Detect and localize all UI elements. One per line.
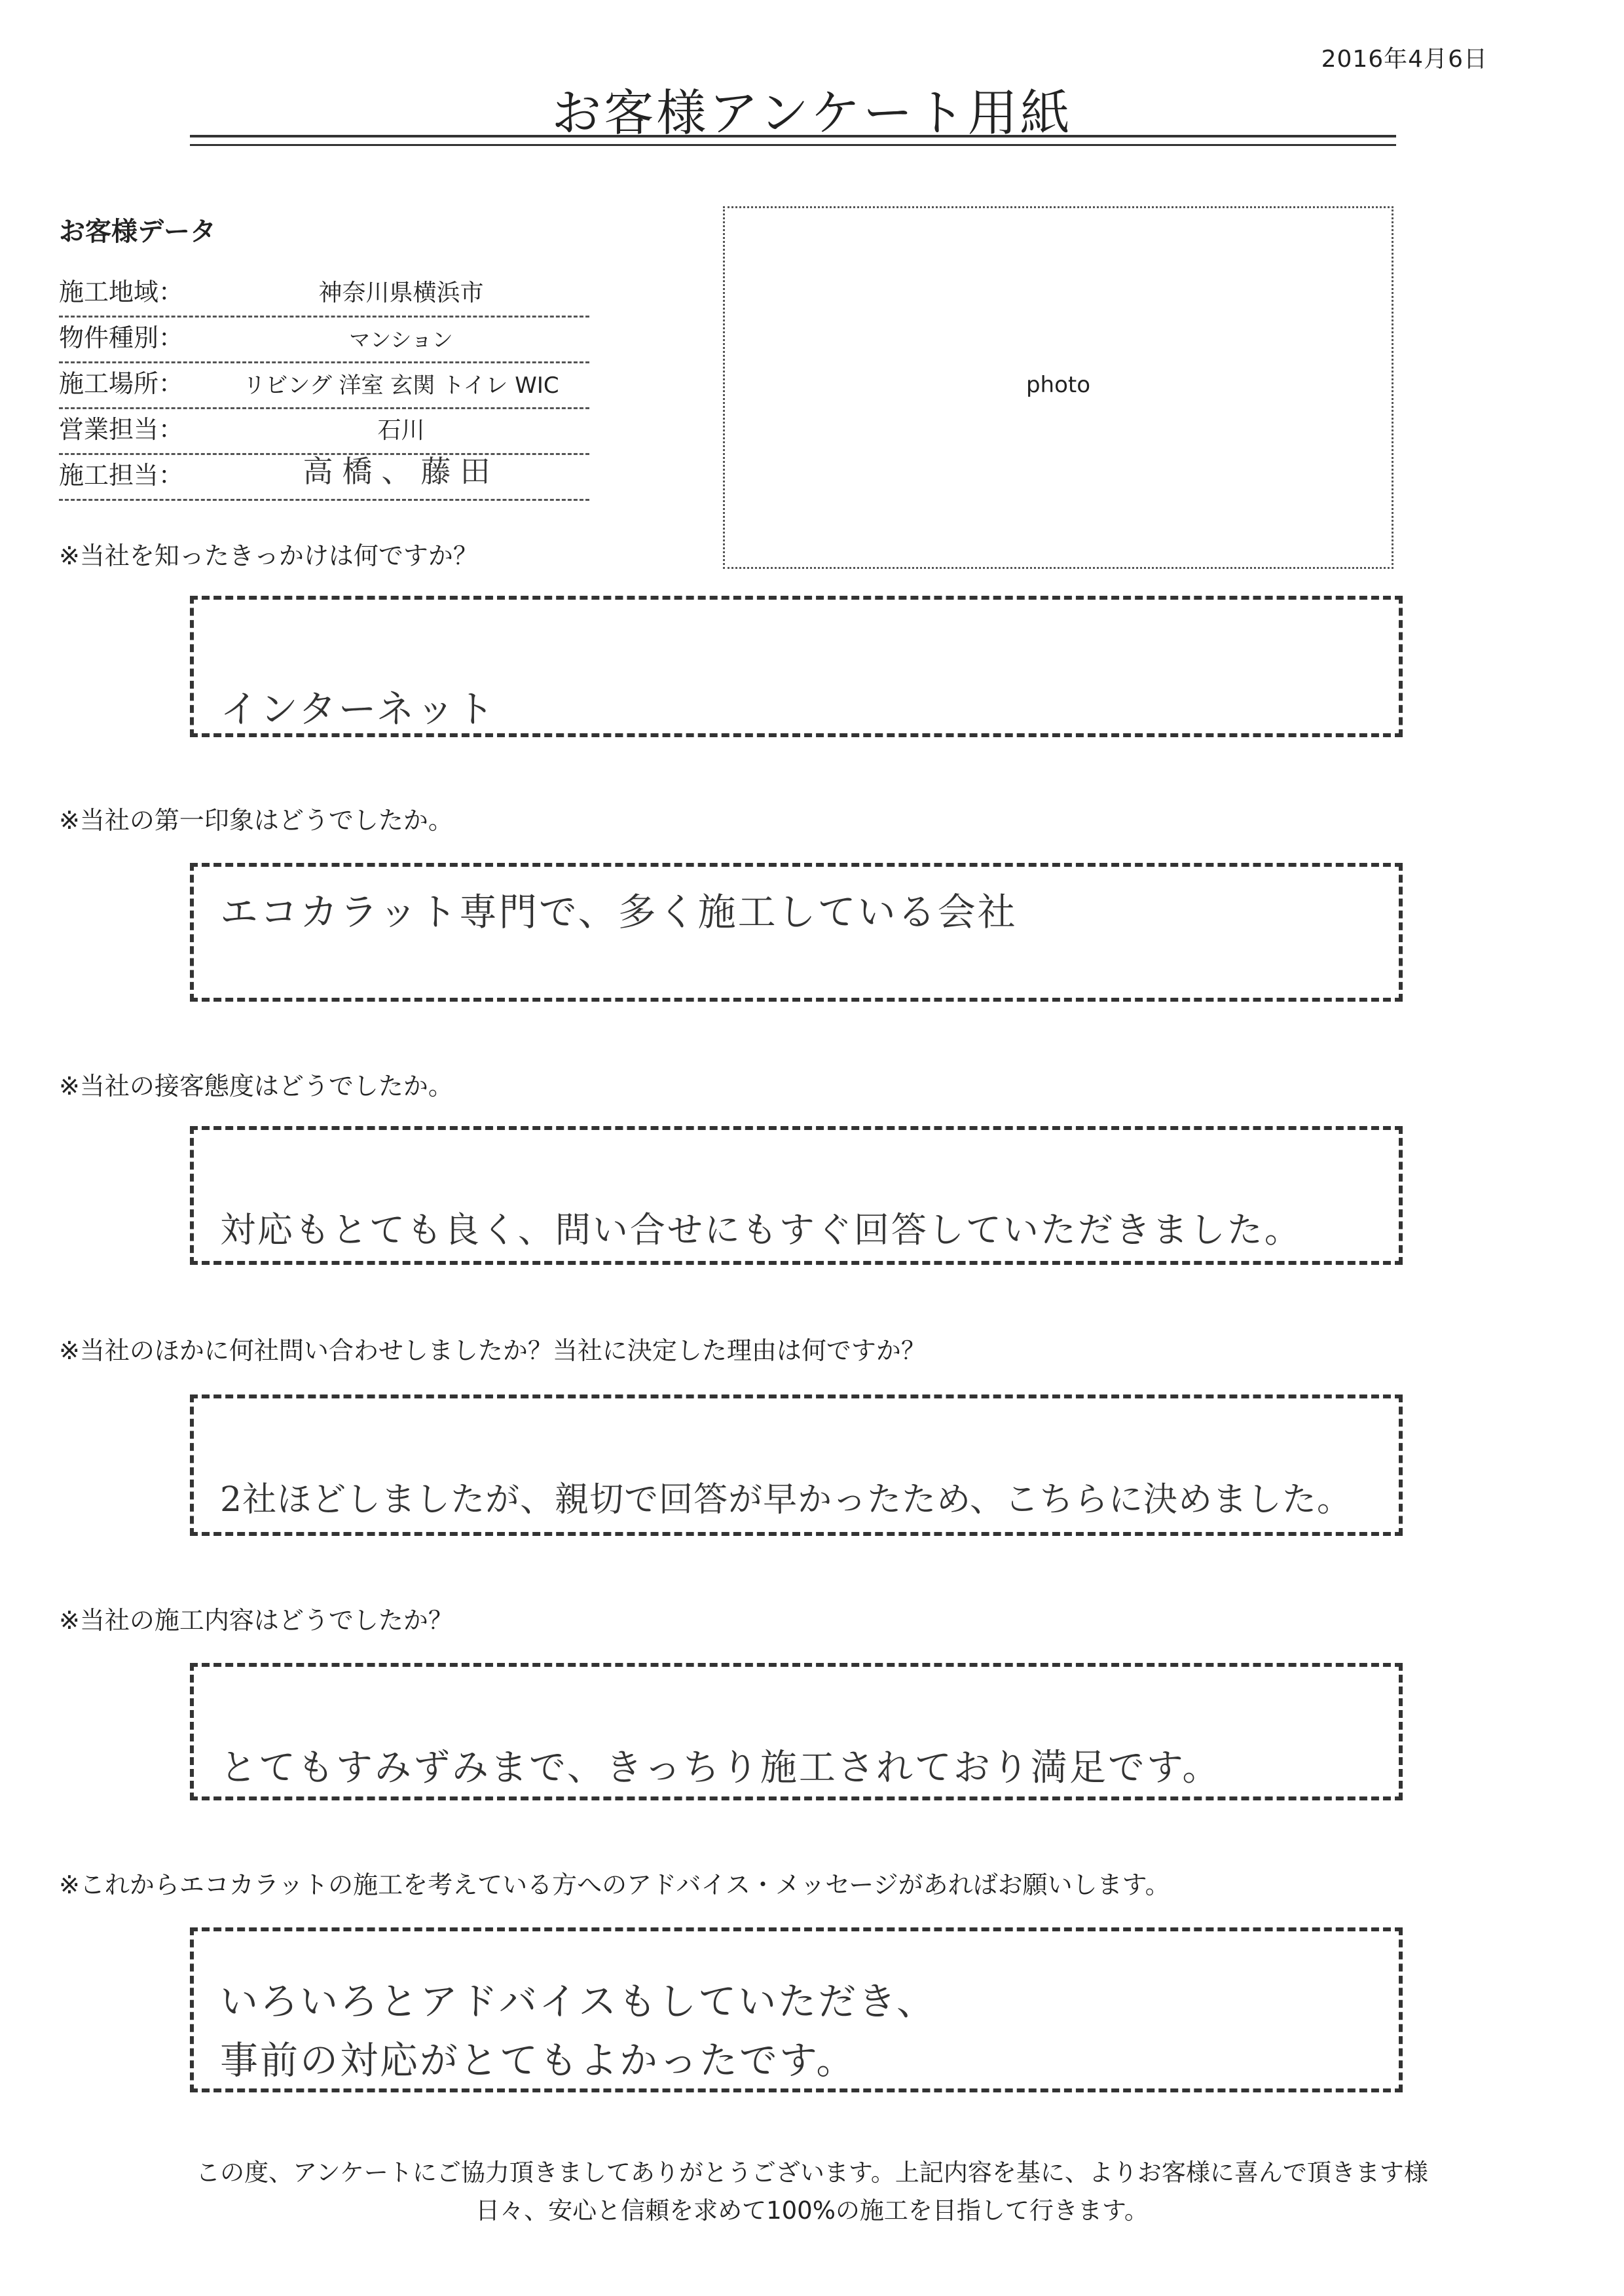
question-1: ※当社を知ったきっかけは何ですか？: [59, 541, 478, 570]
customer-row-area: [59, 272, 589, 318]
answer-box-6: [190, 1927, 1403, 2092]
footer-line-2: 日々、安心と信頼を求めて100%の施工を目指して行きます。: [475, 2196, 1149, 2225]
question-3: ※当社の接客態度はどうでしたか。: [59, 1072, 453, 1101]
row-label: 施工地域：: [59, 278, 184, 306]
answer-text-line-1: いろいろとアドバイスもしていただき、: [220, 1979, 936, 2024]
question-4: ※当社のほかに何社問い合わせしましたか？当社に決定した理由は何ですか？: [59, 1336, 926, 1365]
customer-row-property-type: [59, 318, 589, 363]
row-value: マンション: [349, 327, 453, 352]
row-label: 施工場所：: [59, 369, 184, 398]
question-6: ※これからエコカラットの施工を考えている方へのアドバイス・メッセージがあればお願いします。: [59, 1870, 1170, 1899]
row-label: 施工担当：: [59, 461, 184, 490]
answer-text-line-2: 事前の対応がとてもよかったです。: [220, 2038, 857, 2083]
title-divider-top: [190, 135, 1396, 137]
customer-row-installer: [59, 456, 589, 501]
footer-message: [0, 2154, 1624, 2230]
row-value: 石川: [377, 417, 425, 444]
row-value-handwritten: 高橋、藤田: [303, 454, 500, 489]
footer-line-1: この度、アンケートにご協力頂きましてありがとうございます。上記内容を基に、よりお客様に喜んで頂きます様: [196, 2159, 1428, 2187]
customer-data-heading: お客様データ: [59, 217, 216, 247]
answer-text: 2社ほどしましたが、親切で回答が早かったため、こちらに決めました。: [220, 1480, 1352, 1520]
answer-box-5: [190, 1663, 1403, 1800]
title-divider-bottom: [190, 144, 1396, 146]
question-2: ※当社の第一印象はどうでしたか。: [59, 806, 453, 835]
row-value: リビング 洋室 玄関 トイレ WIC: [243, 373, 559, 399]
answer-box-3: [190, 1126, 1403, 1265]
photo-placeholder: [723, 206, 1393, 569]
answer-text: とてもすみずみまで、きっちり施工されており満足です。: [220, 1747, 1221, 1789]
customer-row-location: [59, 364, 589, 409]
answer-text: インターネット: [220, 687, 496, 731]
survey-date: 2016年4月6日: [1321, 46, 1488, 73]
row-label: 物件種別：: [59, 323, 184, 352]
photo-label: photo: [1025, 372, 1091, 398]
page-title: お客様アンケート用紙: [551, 84, 1073, 142]
row-label: 営業担当：: [59, 415, 184, 444]
row-value: 神奈川県横浜市: [318, 280, 484, 306]
question-5: ※当社の施工内容はどうでしたか？: [59, 1606, 453, 1635]
answer-box-4: [190, 1394, 1403, 1536]
answer-text: エコカラット専門で、多く施工している会社: [220, 890, 1018, 934]
answer-box-2: [190, 863, 1403, 1002]
answer-text: 対応もとても良く、問い合せにもすぐ回答していただきました。: [220, 1209, 1302, 1250]
answer-box-1: [190, 596, 1403, 737]
